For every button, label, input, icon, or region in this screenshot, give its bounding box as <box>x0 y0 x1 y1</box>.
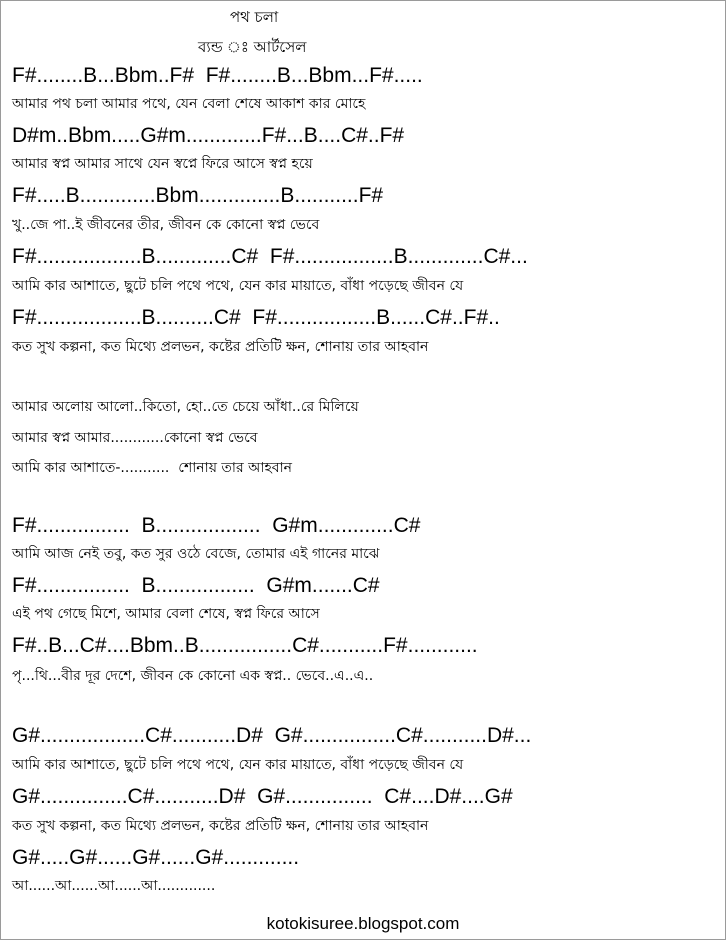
lyric-line: আমি কার আশাতে-........... শোনায় তার আহবান <box>12 460 293 476</box>
chord-line: G#.....G#......G#......G#............. <box>12 846 300 869</box>
lyric-line: কত সুখ কল্পনা, কত মিথ্যে প্রলভন, কষ্টের প্রতিটি ক্ষন, শোনায় তার আহবান <box>12 339 429 355</box>
lyric-line: আমার স্বপ্ন আমার সাথে যেন স্বপ্নে ফিরে আসে স্বপ্ন হয়ে <box>12 156 313 172</box>
band-name: ব্যন্ড ঃ আর্টসেল <box>198 38 307 56</box>
chord-line: F#..B...C#....Bbm..B................C#...........F#............ <box>12 634 478 657</box>
chord-line: F#................ B.................. G#m.............C# <box>12 514 421 537</box>
lyric-line: আমি আজ নেই তবু, কত সুর ওঠে বেজে, তোমার এই গানের মাঝে <box>12 546 380 562</box>
chord-line: G#...............C#...........D# G#............... C#....D#....G# <box>12 785 513 808</box>
chord-line: F#..................B.............C# F#.................B.............C#... <box>12 245 528 268</box>
lyric-line: আমার পথ চলা আমার পথে, যেন বেলা শেষে আকাশ কার মোহে <box>12 96 366 112</box>
chord-line: F#........B...Bbm..F# F#........B...Bbm...F#..... <box>12 64 423 87</box>
song-title: পথ চলা <box>230 8 279 26</box>
chord-line: F#..................B..........C# F#.................B......C#..F#.. <box>12 306 500 329</box>
lyric-line: কত সুখ কল্পনা, কত মিথ্যে প্রলভন, কষ্টের প্রতিটি ক্ষন, শোনায় তার আহবান <box>12 818 429 834</box>
lyric-line: আমার স্বপ্ন আমার............কোনো স্বপ্ন ভেবে <box>12 430 258 446</box>
chord-line: F#.....B.............Bbm..............B...........F# <box>12 184 384 207</box>
lyric-line: আমি কার আশাতে, ছুটে চলি পথে পথে, যেন কার মায়াতে, বাঁধা পড়েছে জীবন যে <box>12 757 464 773</box>
lyric-line: এই পথ গেছে মিশে, আমার বেলা শেষে, স্বপ্ন ফিরে আসে <box>12 606 320 622</box>
lyric-line: পৃ...থি...বীর দূর দেশে, জীবন কে কোনো এক স্বপ্ন.. ভেবে..এ..এ.. <box>12 668 374 684</box>
chord-line: G#..................C#...........D# G#................C#...........D#... <box>12 724 532 747</box>
lyric-line: আমি কার আশাতে, ছুটে চলি পথে পথে, যেন কার মায়াতে, বাঁধা পড়েছে জীবন যে <box>12 278 464 294</box>
blog-url: kotokisuree.blogspot.com <box>266 914 460 933</box>
lyric-line: খু..জে পা..ই জীবনের তীর, জীবন কে কোনো স্বপ্ন ভেবে <box>12 217 320 233</box>
chord-line: D#m..Bbm.....G#m.............F#...B....C#..F# <box>12 124 405 147</box>
lyric-line: আ......আ......আ......আ............. <box>12 878 216 894</box>
chord-line: F#................ B................. G#m.......C# <box>12 574 380 597</box>
lyric-line: আমার অলোয় আলো..কিতো, হো..তে চেয়ে আঁধা..রে মিলিয়ে <box>12 399 359 415</box>
